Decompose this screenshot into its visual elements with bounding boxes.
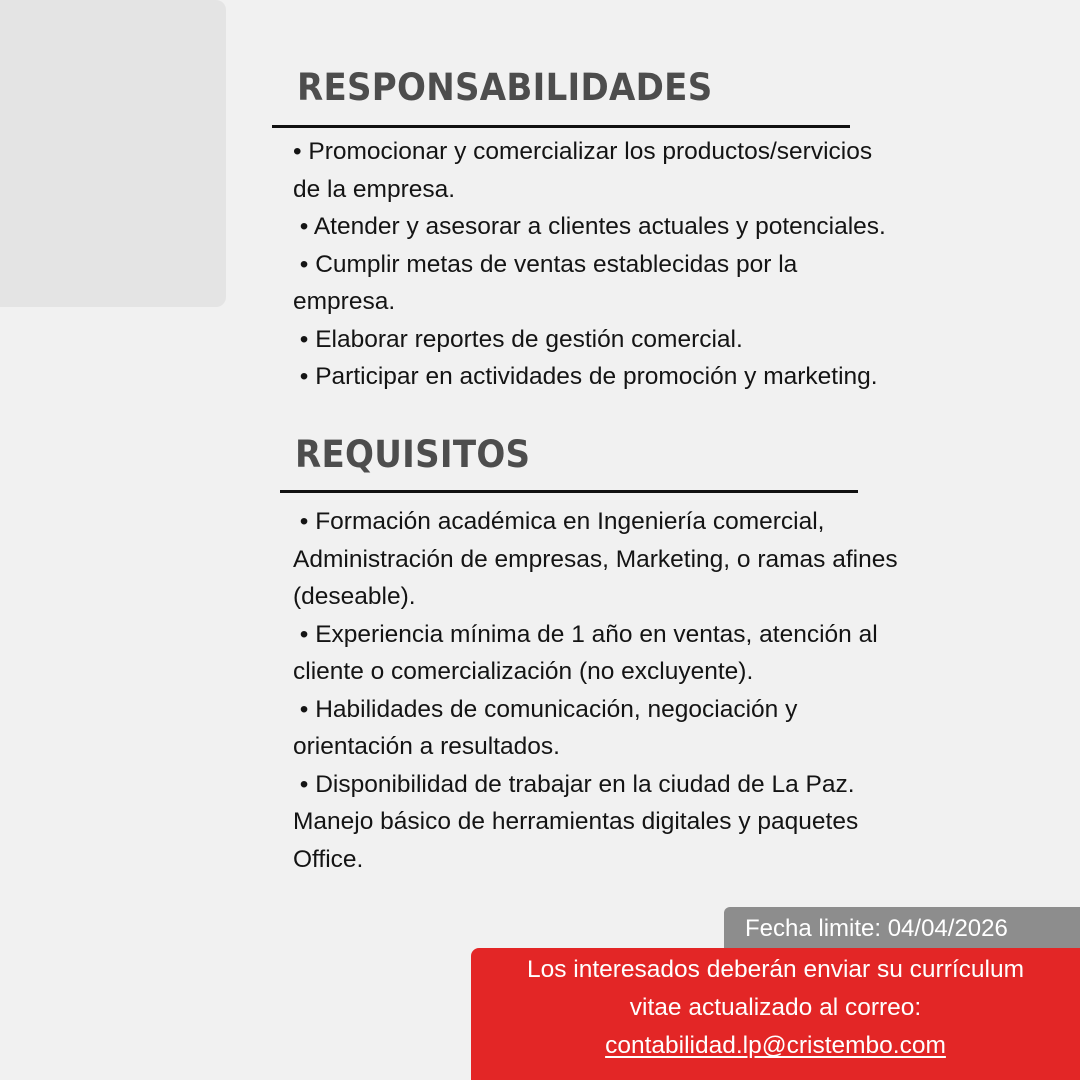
cta-line-2: vitae actualizado al correo: xyxy=(629,994,922,1021)
list-line: cliente o comercialización (no excluyente). xyxy=(293,658,754,685)
list-line: de la empresa. xyxy=(293,175,456,203)
application-cta-box xyxy=(471,948,1080,1080)
list-line: • Promocionar y comercializar los productos/servicios xyxy=(293,138,873,165)
responsibilities-list xyxy=(293,133,886,396)
list-line: Administración de empresas, Marketing, o ramas afines xyxy=(293,545,898,573)
requirements-heading: REQUISITOS xyxy=(295,433,531,476)
deadline-badge: Fecha limite: 04/04/2026 xyxy=(724,907,1080,951)
list-line: • Formación académica en Ingeniería comercial, xyxy=(293,508,825,535)
list-line: • Disponibilidad de trabajar en la ciudad de La Paz. xyxy=(293,770,855,798)
list-line: Manejo básico de herramientas digitales y paquetes xyxy=(293,808,859,835)
cta-line-1: Los interesados deberán enviar su currículum xyxy=(526,956,1025,983)
list-line: • Elaborar reportes de gestión comercial. xyxy=(293,325,743,353)
list-line: • Cumplir metas de ventas establecidas por la xyxy=(293,250,798,278)
list-line: • Atender y asesorar a clientes actuales y potenciales. xyxy=(293,213,886,240)
list-line: • Experiencia mínima de 1 año en ventas, atención al xyxy=(293,620,878,648)
requirements-divider xyxy=(280,490,858,493)
list-line: (deseable). xyxy=(293,583,416,610)
list-line: Office. xyxy=(293,845,364,873)
decorative-gray-panel xyxy=(0,0,226,307)
list-line: • Participar en actividades de promoción y marketing. xyxy=(293,363,878,390)
list-line: empresa. xyxy=(293,288,396,315)
email-link[interactable]: contabilidad.lp@cristembo.com xyxy=(605,1032,946,1059)
responsibilities-heading: RESPONSABILIDADES xyxy=(297,66,713,109)
list-line: • Habilidades de comunicación, negociación y xyxy=(293,695,798,723)
requirements-list xyxy=(293,503,898,878)
responsibilities-divider xyxy=(272,125,850,128)
list-line: orientación a resultados. xyxy=(293,733,560,760)
